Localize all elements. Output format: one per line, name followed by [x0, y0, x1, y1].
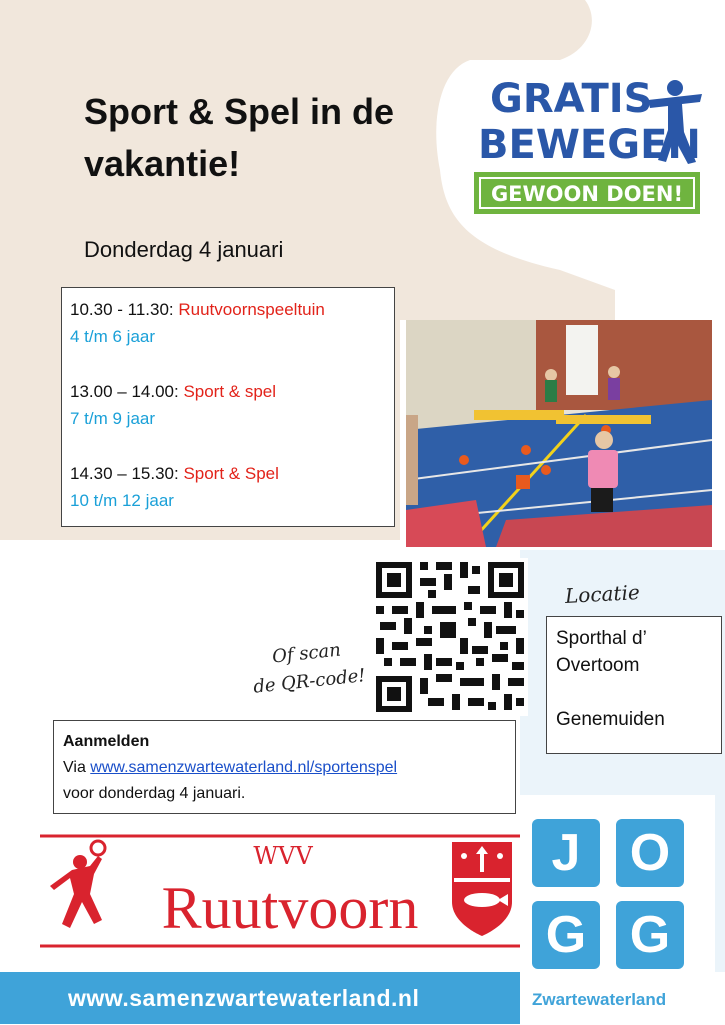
qr-caption-line2: de QR-code! [252, 665, 367, 698]
signup-link[interactable]: www.samenzwartewaterland.nl/sportenspel [90, 759, 398, 776]
jogg-tile: O [616, 819, 684, 887]
sports-hall-photo [406, 320, 712, 547]
wvv-small-text: WVV [253, 842, 313, 870]
footer-url[interactable]: www.samenzwartewaterland.nl [68, 985, 420, 1011]
korfball-player-icon [50, 841, 105, 928]
location-line1: Sporthal d’ [556, 628, 647, 649]
jogg-tile: G [532, 901, 600, 969]
gratis-logo-line1: GRATIS [490, 76, 653, 122]
slot-activity: Ruutvoornspeeltuin [178, 300, 325, 319]
signup-box [53, 720, 516, 814]
slot-activity: Sport & spel [183, 382, 277, 401]
location-line2: Overtoom [556, 655, 640, 676]
city-crest-icon [452, 842, 512, 936]
slot-time: 13.00 – 14.00: [70, 382, 184, 401]
slot-age: 7 t/m 9 jaar [70, 409, 156, 428]
qr-caption-line1: Of scan [271, 639, 342, 668]
gratis-bewegen-logo [470, 70, 705, 220]
gratis-logo-line2: BEWEGEN [478, 122, 701, 168]
jogg-tile: J [532, 819, 600, 887]
wvv-name: Ruutvoorn [161, 875, 419, 941]
event-date: Donderdag 4 januari [84, 237, 284, 262]
location-box [546, 616, 722, 754]
jogg-label: Zwartewaterland [532, 990, 667, 1009]
slot-time: 10.30 - 11.30: [70, 300, 179, 319]
signup-deadline: voor donderdag 4 januari. [63, 785, 246, 802]
slot-age: 10 t/m 12 jaar [70, 491, 174, 510]
schedule-box [61, 287, 395, 527]
slot-activity: Sport & Spel [183, 464, 279, 483]
location-label: Locatie [564, 580, 641, 608]
location-line3: Genemuiden [556, 709, 665, 730]
signup-heading: Aanmelden [63, 733, 150, 750]
wvv-ruutvoorn-logo [40, 832, 520, 952]
slot-time: 14.30 – 15.30: [70, 464, 184, 483]
page-title: Sport & Spel in de vakantie! [84, 91, 395, 184]
gratis-logo-slogan: GEWOON DOEN! [490, 182, 684, 206]
jogg-tile: G [616, 901, 684, 969]
schedule-slot [70, 378, 394, 432]
schedule-slot [70, 460, 394, 514]
slot-age: 4 t/m 6 jaar [70, 327, 156, 346]
qr-caption [245, 634, 370, 702]
signup-prefix: Via [63, 759, 91, 776]
qr-code[interactable] [372, 558, 528, 716]
schedule-slot [70, 296, 394, 350]
